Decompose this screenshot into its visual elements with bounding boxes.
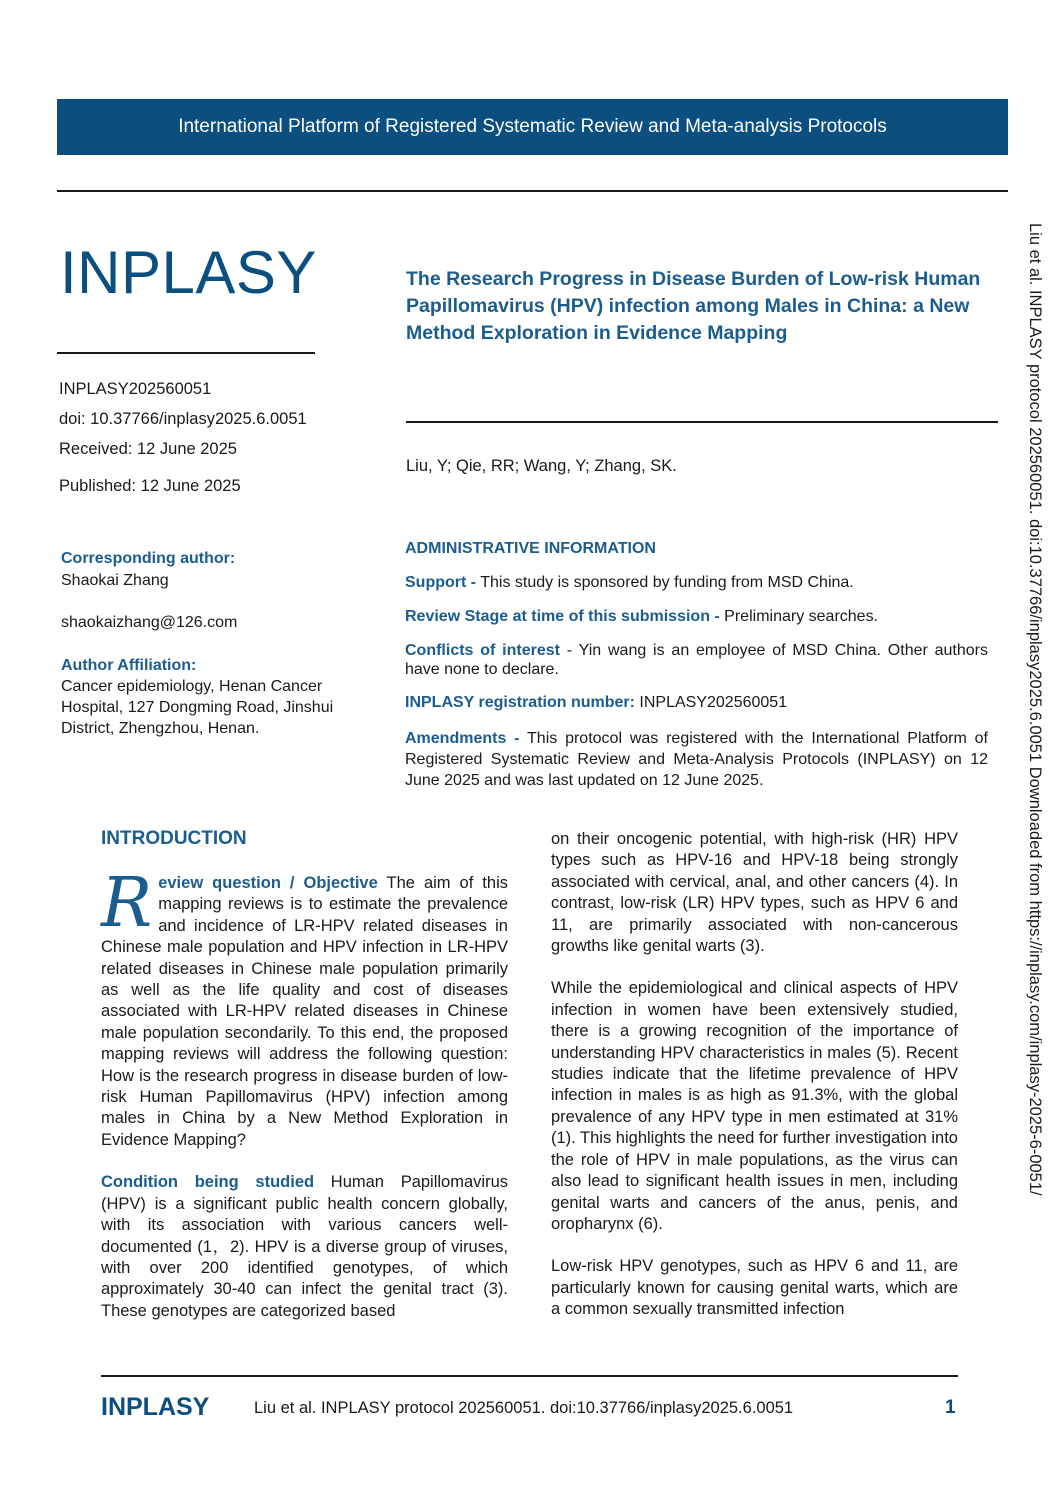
logo-rule: [57, 352, 315, 354]
review-stage-line: Review Stage at time of this submission - Preliminary searches.: [405, 608, 879, 625]
footer-logo: INPLASY: [101, 1393, 210, 1421]
header-banner: International Platform of Registered Systematic Review and Meta-analysis Protocols: [57, 99, 1008, 155]
condition-paragraph: Condition being studied Human Papillomavirus (HPV) is a significant public health concern globally, with its association with various cancers well-documented (1，2). HPV is a diverse group of viruses, with over 200 identified genotypes, of which approximately 30-40 can infect the genital tract (3). These genotypes are categorized based: [101, 1173, 508, 1320]
footer-citation: Liu et al. INPLASY protocol 202560051. doi:10.37766/inplasy2025.6.0051: [254, 1399, 794, 1417]
intro-right-column: [551, 829, 958, 1342]
conflicts-line: Conflicts of interest - Yin wang is an employee of MSD China. Other authors have none to declare.: [405, 642, 989, 678]
doi[interactable]: doi: 10.37766/inplasy2025.6.0051: [59, 410, 307, 428]
vertical-citation: Liu et al. INPLASY protocol 202560051. doi:10.37766/inplasy2025.6.0051 Downloaded from https://inplasy.com/inplasy-2025-6-0051/: [1026, 223, 1044, 1196]
affiliation-heading: Author Affiliation:: [61, 657, 197, 674]
amendments-line: Amendments - This protocol was registered with the International Platform of Registered Systematic Review and Meta-Analysis Protocols (INPLASY) on 12 June 2025 and was last updated on 12 June 2025.: [405, 730, 989, 789]
registration-line: INPLASY registration number: INPLASY202560051: [405, 694, 788, 711]
right-paragraph-2: While the epidemiological and clinical aspects of HPV infection in women have been extensively studied, there is a growing recognition of the importance of understanding HPV characteristics in males (5). Recent studies indicate that the lifetime prevalence of HPV infection in males is as high as 91.3%, with the global prevalence of any HPV type in men estimated at 31% (1). This highlights the need for further investigation into the role of HPV in male populations, as the virus can also lead to significant health issues in men, including genital warts and cancers of the anus, penis, and oropharynx (6).: [551, 979, 958, 1233]
right-paragraph-1: on their oncogenic potential, with high-risk (HR) HPV types such as HPV-16 and HPV-18 being strongly associated with cervical, anal, and other cancers (4). In contrast, low-risk (LR) HPV types, such as HPV 6 and 11, are primarily associated with non-cancerous growths like genital warts (3).: [551, 830, 958, 956]
review-question-paragraph: Review question / Objective The aim of this mapping reviews is to estimate the prevalence and incidence of LR-HPV related diseases in Chinese male population and HPV infection in LR-HPV related diseases in Chinese male population primarily as well as the life quality and cost of diseases associated with LR-HPV related diseases in Chinese male population secondarily. To this end, the proposed mapping reviews will address the following question: How is the research progress in disease burden of low-risk Human Papillomavirus (HPV) infection among males in China by a New Method Exploration in Evidence Mapping?: [101, 864, 508, 1149]
published-date: Published: 12 June 2025: [59, 477, 241, 495]
footer-rule: [101, 1375, 958, 1377]
drop-cap: R: [101, 864, 153, 943]
corresponding-author-heading: Corresponding author:: [61, 550, 236, 567]
corresponding-author-email[interactable]: shaokaizhang@126.com: [61, 614, 238, 631]
header-rule: [57, 190, 1008, 192]
admin-heading: ADMINISTRATIVE INFORMATION: [405, 540, 656, 557]
corresponding-author-name: Shaokai Zhang: [61, 572, 169, 589]
inplasy-logo: INPLASY: [60, 239, 317, 306]
received-date: Received: 12 June 2025: [59, 440, 237, 458]
page-number: 1: [945, 1397, 956, 1418]
inplasy-id: INPLASY202560051: [59, 380, 212, 398]
intro-left-column: [101, 864, 508, 1343]
paper-title: The Research Progress in Disease Burden of Low-risk Human Papillomavirus (HPV) infection among Males in China: a New Method Exploration in Evidence Mapping: [406, 268, 981, 344]
support-line: Support - This study is sponsored by funding from MSD China.: [405, 574, 854, 591]
introduction-heading: INTRODUCTION: [101, 828, 247, 849]
author-list: Liu, Y; Qie, RR; Wang, Y; Zhang, SK.: [406, 457, 677, 475]
right-paragraph-3: Low-risk HPV genotypes, such as HPV 6 and 11, are particularly known for causing genital warts, which are a common sexually transmitted infection: [551, 1257, 958, 1319]
affiliation-text: Cancer epidemiology, Henan Cancer Hospital, 127 Dongming Road, Jinshui District, Zhengzhou, Henan.: [61, 678, 334, 737]
title-rule: [406, 421, 998, 423]
